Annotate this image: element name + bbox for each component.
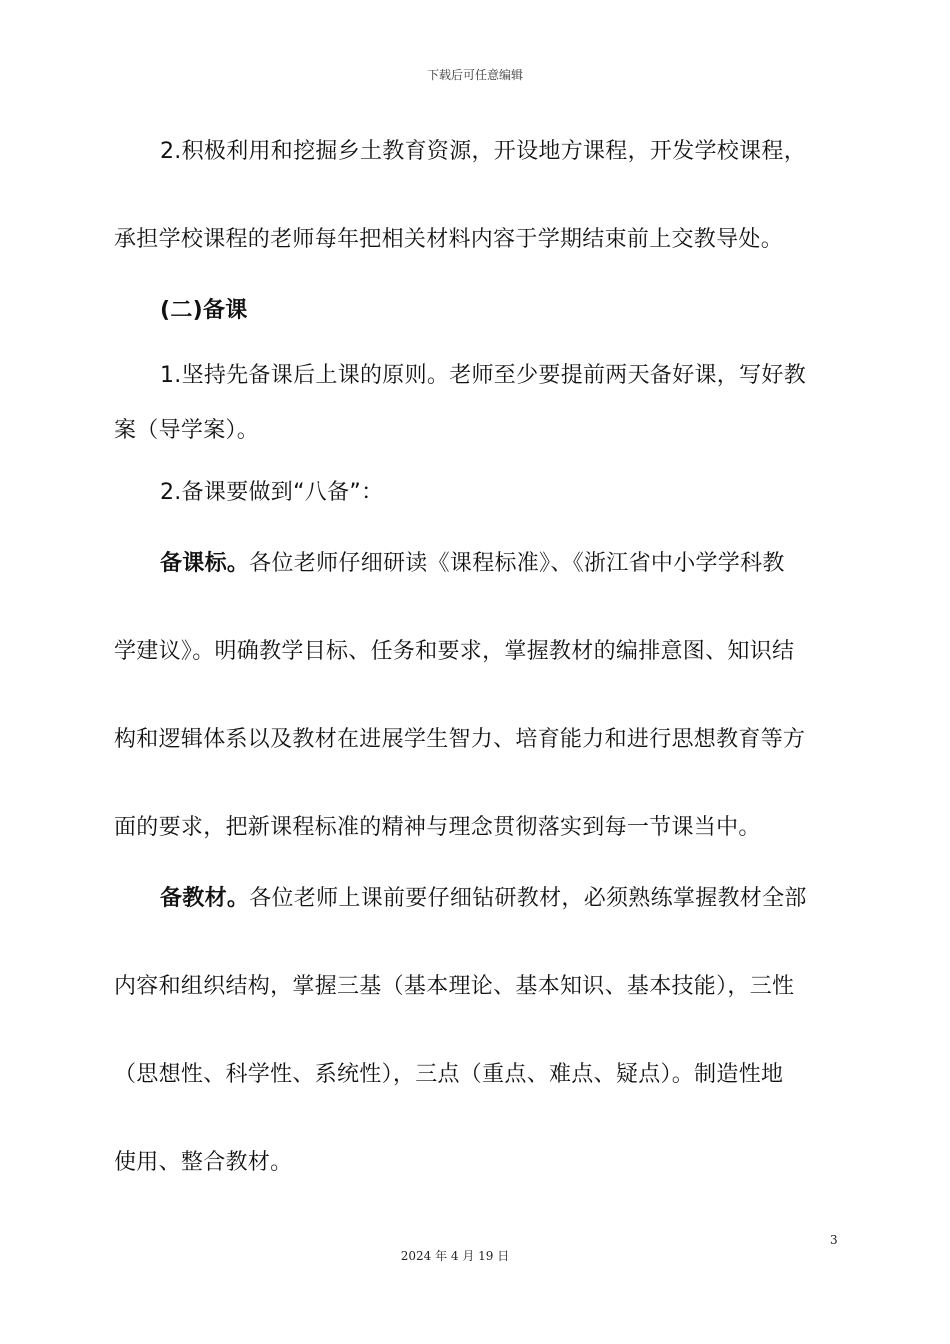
paragraph-line: 案（导学案）。 xyxy=(114,418,260,443)
page-number: 3 xyxy=(830,1233,838,1247)
paragraph-line: （思想性、科学性、系统性），三点（重点、难点、疑点）。制造性地 xyxy=(114,1062,784,1087)
paragraph-line xyxy=(160,884,807,914)
page-footer-date: 2024 年 4 月 19 日 xyxy=(400,1249,510,1263)
paragraph-line: 构和逻辑体系以及教材在进展学生智力、培育能力和进行思想教育等方 xyxy=(114,727,806,752)
paragraph-line: 面的要求，把新课程标准的精神与理念贯彻落实到每一节课当中。 xyxy=(114,815,761,840)
paragraph-line: 2.积极利用和挖掘乡土教育资源，开设地方课程，开发学校课程， xyxy=(160,139,806,164)
paragraph-line: 1.坚持先备课后上课的原则。老师至少要提前两天备好课，写好教 xyxy=(160,363,806,388)
paragraph-line: 承担学校课程的老师每年把相关材料内容于学期结束前上交教导处。 xyxy=(114,227,784,252)
bold-lead-term: 备教材。 xyxy=(160,886,250,911)
paragraph-text: 各位老师上课前要仔细钻研教材，必须熟练掌握教材全部 xyxy=(249,886,807,911)
section-heading: (二)备课 xyxy=(160,298,248,323)
paragraph-line xyxy=(160,549,785,579)
paragraph-line: 2.备课要做到“八备”： xyxy=(160,480,384,505)
paragraph-line: 内容和组织结构，掌握三基（基本理论、基本知识、基本技能），三性 xyxy=(114,974,795,999)
bold-lead-term: 备课标。 xyxy=(160,551,250,576)
page-header: 下载后可任意编辑 xyxy=(426,68,523,82)
paragraph-text: 各位老师仔细研读《课程标准》、《浙江省中小学学科教 xyxy=(249,551,785,576)
paragraph-line: 学建议》。明确教学目标、任务和要求，掌握教材的编排意图、知识结 xyxy=(114,639,795,664)
paragraph-line: 使用、整合教材。 xyxy=(114,1150,293,1175)
